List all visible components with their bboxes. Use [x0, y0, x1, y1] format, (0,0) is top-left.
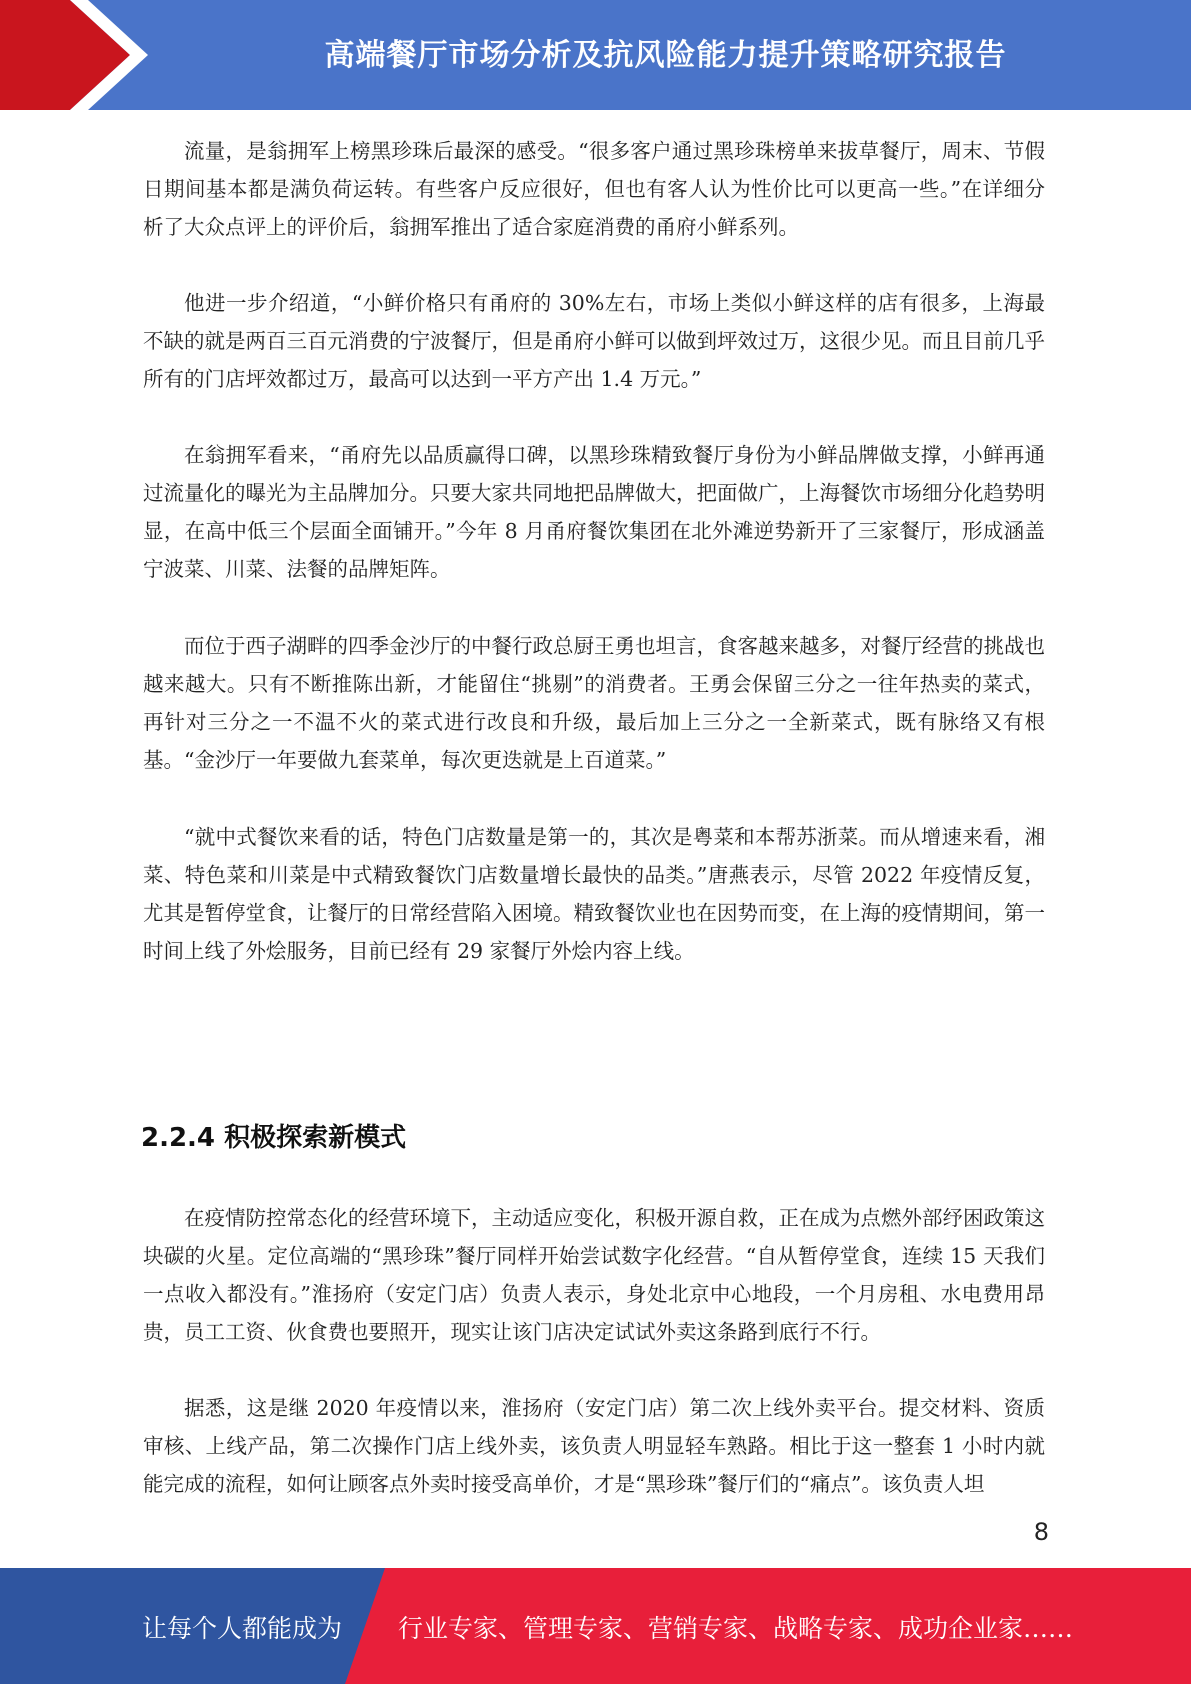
footer-slogan-left: 让每个人都能成为	[142, 1614, 343, 1643]
paragraph-5: “就中式餐饮来看的话，特色门店数量是第一的，其次是粤菜和本帮苏浙菜。而从增速来看，湘菜、特色菜和川菜是中式精致餐饮门店数量增长最快的品类。”唐燕表示，尽管 2022 年疫情反复，尤其是暂停堂食，让餐厅的日常经营陷入困境。精致餐饮业也在因势而变，在上海的疫情期间，第一时间上线了外烩服务，目前已经有 29 家餐厅外烩内容上线。	[143, 825, 1045, 963]
footer-slogan-right: 行业专家、管理专家、营销专家、战略专家、成功企业家……	[398, 1614, 1074, 1643]
section-heading: 2.2.4 积极探索新模式	[141, 1123, 407, 1153]
page-footer	[0, 1568, 1191, 1684]
page-number: 8	[1033, 1518, 1049, 1546]
paragraph-4: 而位于西子湖畔的四季金沙厅的中餐行政总厨王勇也坦言，食客越来越多，对餐厅经营的挑战也越来越大。只有不断推陈出新，才能留住“挑剔”的消费者。王勇会保留三分之一往年热卖的菜式，再针对三分之一不温不火的菜式进行改良和升级，最后加上三分之一全新菜式，既有脉络又有根基。“金沙厅一年要做九套菜单，每次更迭就是上百道菜。”	[143, 634, 1045, 772]
paragraph-3: 在翁拥军看来，“甬府先以品质赢得口碑，以黑珍珠精致餐厅身份为小鲜品牌做支撑，小鲜再通过流量化的曝光为主品牌加分。只要大家共同地把品牌做大，把面做广，上海餐饮市场细分化趋势明显，在高中低三个层面全面铺开。”今年 8 月甬府餐饮集团在北外滩逆势新开了三家餐厅，形成涵盖宁波菜、川菜、法餐的品牌矩阵。	[143, 443, 1045, 581]
paragraph-1: 流量，是翁拥军上榜黑珍珠后最深的感受。“很多客户通过黑珍珠榜单来拔草餐厅，周末、节假日期间基本都是满负荷运转。有些客户反应很好，但也有客人认为性价比可以更高一些。”在详细分析了大众点评上的评价后，翁拥军推出了适合家庭消费的甬府小鲜系列。	[143, 139, 1045, 239]
paragraph-2: 他进一步介绍道，“小鲜价格只有甬府的 30%左右，市场上类似小鲜这样的店有很多，上海最不缺的就是两百三百元消费的宁波餐厅，但是甬府小鲜可以做到坪效过万，这很少见。而且目前几乎所有的门店坪效都过万，最高可以达到一平方产出 1.4 万元。”	[143, 291, 1045, 391]
header-arrow-decoration	[0, 0, 160, 110]
section-paragraph-2: 据悉，这是继 2020 年疫情以来，淮扬府（安定门店）第二次上线外卖平台。提交材料、资质审核、上线产品，第二次操作门店上线外卖，该负责人明显轻车熟路。相比于这一整套 1 小时内就能完成的流程，如何让顾客点外卖时接受高单价，才是“黑珍珠”餐厅们的“痛点”。该负责人坦	[143, 1396, 1045, 1496]
section-paragraph-1: 在疫情防控常态化的经营环境下，主动适应变化，积极开源自救，正在成为点燃外部纾困政策这块碳的火星。定位高端的“黑珍珠”餐厅同样开始尝试数字化经营。“自从暂停堂食，连续 15 天我们一点收入都没有。”淮扬府（安定门店）负责人表示，身处北京中心地段，一个月房租、水电费用昂贵，员工工资、伙食费也要照开，现实让该门店决定试试外卖这条路到底行不行。	[143, 1206, 1045, 1344]
report-title: 高端餐厅市场分析及抗风险能力提升策略研究报告	[324, 38, 1007, 73]
page-header	[0, 0, 1191, 110]
